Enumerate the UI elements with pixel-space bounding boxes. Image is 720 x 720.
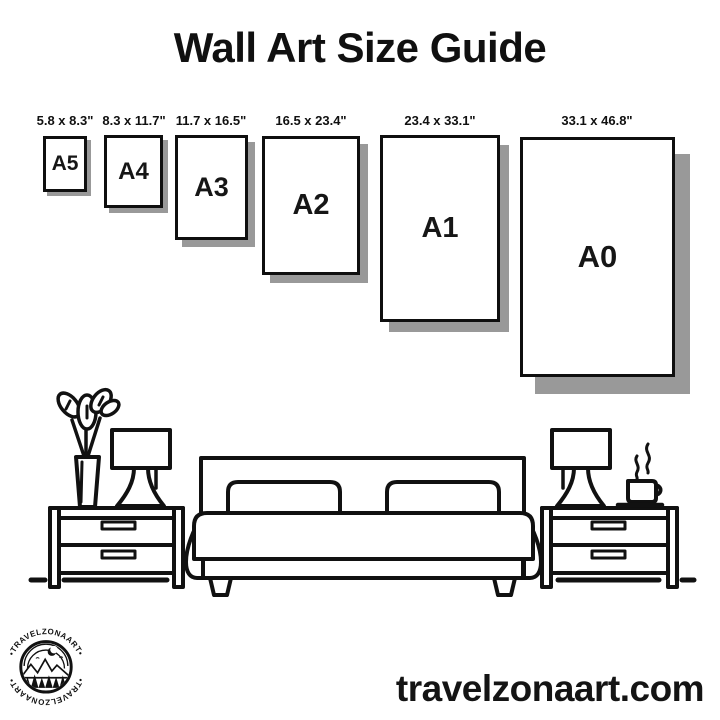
cup-body — [628, 481, 656, 502]
drawer-handle — [592, 551, 625, 558]
pillow-right — [387, 482, 499, 513]
size-dimensions-a5: 5.8 x 8.3" — [36, 113, 94, 128]
lamp-shade — [112, 430, 170, 468]
size-name-a4: A4 — [118, 157, 149, 185]
bed-base — [203, 559, 523, 578]
coffee-cup-icon — [618, 444, 662, 505]
size-name-a0: A0 — [577, 239, 618, 274]
page-title: Wall Art Size Guide — [173, 24, 547, 71]
bed-leg-left — [210, 578, 231, 595]
brand-logo — [4, 624, 88, 708]
logo-arc-text-top: •TRAVELZONAART• — [6, 627, 86, 657]
moon-cutout — [50, 646, 58, 654]
table-lamp-right-icon — [552, 430, 610, 506]
size-name-a5: A5 — [51, 152, 79, 175]
size-dimensions-a1: 23.4 x 33.1" — [404, 113, 476, 128]
size-dimensions-a3: 11.7 x 16.5" — [175, 113, 247, 128]
vase-detail-line — [81, 462, 82, 502]
logo-arc-text-bottom: •TRAVELZONAART• — [6, 676, 86, 707]
lamp-shade — [552, 430, 610, 468]
size-name-a1: A1 — [421, 212, 459, 244]
table-lamp-left-icon — [112, 430, 170, 506]
pillow-left — [228, 482, 340, 513]
drawer-handle — [592, 522, 625, 529]
drawer-handle — [102, 551, 135, 558]
website-url: travelzonaart.com — [395, 668, 705, 709]
bed-leg-right — [494, 578, 515, 595]
size-dimensions-a2: 16.5 x 23.4" — [275, 113, 347, 128]
bed-icon — [186, 458, 541, 595]
drawer-handle — [102, 522, 135, 529]
nightstand-left-icon — [50, 508, 183, 587]
mattress — [194, 513, 533, 559]
steam-line — [636, 456, 638, 479]
size-name-a2: A2 — [292, 189, 330, 221]
nightstand-right-icon — [542, 508, 677, 587]
plant-vase — [76, 457, 99, 507]
size-dimensions-a4: 8.3 x 11.7" — [102, 113, 166, 128]
size-name-a3: A3 — [194, 172, 229, 202]
size-dimensions-a0: 33.1 x 46.8" — [561, 113, 633, 128]
steam-line — [647, 444, 650, 473]
